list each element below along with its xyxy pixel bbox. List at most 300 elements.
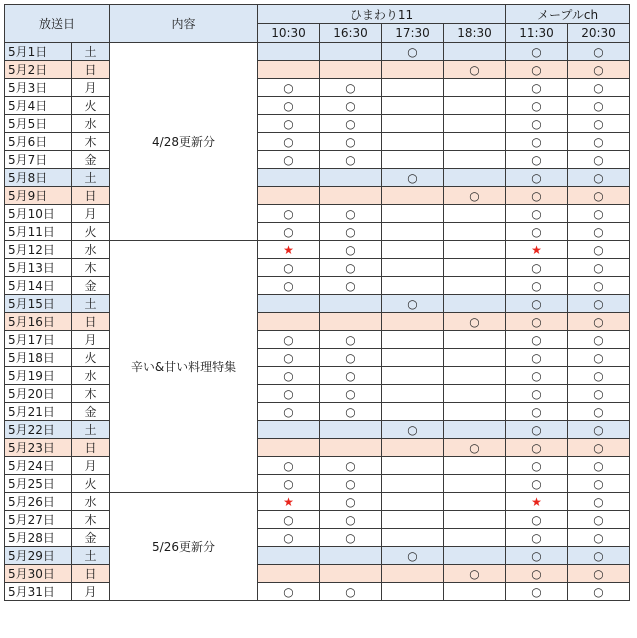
schedule-row (5, 421, 630, 439)
day-of-week-cell: 土 (72, 547, 110, 565)
broadcast-date-cell: 5月13日 (5, 259, 72, 277)
schedule-row (5, 169, 630, 187)
circle-icon: ○ (345, 332, 356, 347)
content-block-cell: 辛い&甘い料理特集 (110, 241, 258, 493)
slot-cell (320, 475, 382, 493)
slot-cell (568, 151, 630, 169)
slot-cell (320, 133, 382, 151)
slot-cell (258, 169, 320, 187)
slot-cell (506, 151, 568, 169)
content-block-cell: 4/28更新分 (110, 43, 258, 241)
broadcast-date-cell: 5月17日 (5, 331, 72, 349)
circle-icon: ○ (531, 404, 542, 419)
circle-icon: ○ (531, 512, 542, 527)
circle-icon: ○ (531, 80, 542, 95)
slot-cell (444, 529, 506, 547)
schedule-row (5, 151, 630, 169)
schedule-row (5, 97, 630, 115)
circle-icon: ○ (531, 98, 542, 113)
circle-icon: ○ (593, 134, 604, 149)
broadcast-date-cell: 5月31日 (5, 583, 72, 601)
slot-cell (258, 313, 320, 331)
schedule-row (5, 205, 630, 223)
day-of-week-cell: 火 (72, 475, 110, 493)
slot-cell (506, 115, 568, 133)
slot-cell (506, 223, 568, 241)
circle-icon: ○ (531, 530, 542, 545)
circle-icon: ○ (593, 404, 604, 419)
circle-icon: ○ (345, 584, 356, 599)
slot-cell (382, 403, 444, 421)
day-of-week-cell: 木 (72, 133, 110, 151)
circle-icon: ○ (469, 566, 480, 581)
slot-cell (320, 583, 382, 601)
slot-cell (568, 313, 630, 331)
circle-icon: ○ (531, 440, 542, 455)
circle-icon: ○ (283, 80, 294, 95)
circle-icon: ○ (345, 404, 356, 419)
broadcast-date-cell: 5月14日 (5, 277, 72, 295)
slot-cell (320, 223, 382, 241)
circle-icon: ○ (283, 476, 294, 491)
slot-cell (506, 331, 568, 349)
slot-cell (320, 43, 382, 61)
day-of-week-cell: 火 (72, 223, 110, 241)
circle-icon: ○ (469, 62, 480, 77)
day-of-week-cell: 日 (72, 565, 110, 583)
circle-icon: ○ (531, 332, 542, 347)
slot-cell (320, 97, 382, 115)
circle-icon: ○ (283, 458, 294, 473)
slot-cell (506, 511, 568, 529)
star-icon: ★ (283, 242, 294, 257)
schedule-row (5, 367, 630, 385)
circle-icon: ○ (345, 386, 356, 401)
circle-icon: ○ (531, 548, 542, 563)
slot-cell (568, 169, 630, 187)
day-of-week-cell: 水 (72, 241, 110, 259)
broadcast-date-cell: 5月24日 (5, 457, 72, 475)
slot-cell (568, 115, 630, 133)
slot-cell (320, 277, 382, 295)
day-of-week-cell: 土 (72, 295, 110, 313)
circle-icon: ○ (593, 332, 604, 347)
circle-icon: ○ (593, 80, 604, 95)
day-of-week-cell: 火 (72, 97, 110, 115)
slot-cell (444, 565, 506, 583)
circle-icon: ○ (283, 368, 294, 383)
slot-cell (258, 547, 320, 565)
slot-cell (258, 61, 320, 79)
slot-cell (444, 313, 506, 331)
circle-icon: ○ (593, 440, 604, 455)
schedule-row (5, 241, 630, 259)
circle-icon: ○ (593, 458, 604, 473)
header-broadcast-date: 放送日 (5, 5, 110, 43)
circle-icon: ○ (283, 584, 294, 599)
slot-cell (444, 43, 506, 61)
slot-cell (320, 421, 382, 439)
slot-cell (506, 529, 568, 547)
day-of-week-cell: 木 (72, 511, 110, 529)
schedule-row (5, 133, 630, 151)
circle-icon: ○ (593, 116, 604, 131)
slot-cell (382, 493, 444, 511)
circle-icon: ○ (283, 404, 294, 419)
circle-icon: ○ (593, 188, 604, 203)
slot-cell (568, 367, 630, 385)
slot-cell (506, 295, 568, 313)
circle-icon: ○ (283, 152, 294, 167)
broadcast-date-cell: 5月11日 (5, 223, 72, 241)
circle-icon: ○ (593, 476, 604, 491)
day-of-week-cell: 月 (72, 331, 110, 349)
circle-icon: ○ (531, 224, 542, 239)
slot-cell (568, 79, 630, 97)
broadcast-date-cell: 5月26日 (5, 493, 72, 511)
slot-cell (320, 169, 382, 187)
slot-cell (320, 565, 382, 583)
slot-cell (444, 475, 506, 493)
slot-cell (382, 331, 444, 349)
slot-cell (506, 583, 568, 601)
circle-icon: ○ (283, 98, 294, 113)
slot-cell (444, 511, 506, 529)
header-time: 10:30 (258, 24, 320, 43)
circle-icon: ○ (345, 530, 356, 545)
slot-cell (444, 295, 506, 313)
slot-cell (506, 169, 568, 187)
circle-icon: ○ (345, 206, 356, 221)
slot-cell (568, 277, 630, 295)
slot-cell (506, 385, 568, 403)
broadcast-date-cell: 5月5日 (5, 115, 72, 133)
slot-cell (568, 205, 630, 223)
slot-cell (258, 277, 320, 295)
slot-cell (382, 223, 444, 241)
day-of-week-cell: 金 (72, 529, 110, 547)
slot-cell (382, 241, 444, 259)
broadcast-date-cell: 5月10日 (5, 205, 72, 223)
slot-cell (444, 151, 506, 169)
slot-cell (258, 187, 320, 205)
circle-icon: ○ (283, 260, 294, 275)
slot-cell (506, 349, 568, 367)
slot-cell (382, 529, 444, 547)
slot-cell (568, 97, 630, 115)
circle-icon: ○ (345, 278, 356, 293)
circle-icon: ○ (531, 368, 542, 383)
circle-icon: ○ (593, 260, 604, 275)
broadcast-date-cell: 5月20日 (5, 385, 72, 403)
broadcast-schedule-table (4, 4, 630, 601)
schedule-row (5, 295, 630, 313)
slot-cell (444, 241, 506, 259)
circle-icon: ○ (531, 476, 542, 491)
schedule-table-wrapper (4, 4, 630, 601)
circle-icon: ○ (531, 134, 542, 149)
slot-cell (382, 169, 444, 187)
day-of-week-cell: 日 (72, 187, 110, 205)
slot-cell (258, 223, 320, 241)
circle-icon: ○ (593, 566, 604, 581)
slot-cell (320, 385, 382, 403)
slot-cell (382, 97, 444, 115)
slot-cell (444, 331, 506, 349)
slot-cell (506, 367, 568, 385)
slot-cell (444, 223, 506, 241)
broadcast-date-cell: 5月22日 (5, 421, 72, 439)
circle-icon: ○ (531, 566, 542, 581)
broadcast-date-cell: 5月9日 (5, 187, 72, 205)
slot-cell (320, 331, 382, 349)
slot-cell (444, 403, 506, 421)
header-time: 18:30 (444, 24, 506, 43)
slot-cell (568, 223, 630, 241)
header-row-groups (5, 5, 630, 24)
slot-cell (568, 331, 630, 349)
schedule-row (5, 439, 630, 457)
slot-cell (506, 79, 568, 97)
day-of-week-cell: 月 (72, 583, 110, 601)
day-of-week-cell: 金 (72, 277, 110, 295)
slot-cell (320, 205, 382, 223)
circle-icon: ○ (531, 62, 542, 77)
circle-icon: ○ (345, 242, 356, 257)
circle-icon: ○ (345, 476, 356, 491)
circle-icon: ○ (531, 422, 542, 437)
circle-icon: ○ (593, 422, 604, 437)
slot-cell (568, 241, 630, 259)
slot-cell (258, 385, 320, 403)
broadcast-date-cell: 5月29日 (5, 547, 72, 565)
slot-cell (444, 187, 506, 205)
slot-cell (258, 259, 320, 277)
slot-cell (320, 493, 382, 511)
slot-cell (258, 475, 320, 493)
slot-cell (382, 313, 444, 331)
slot-cell (444, 421, 506, 439)
slot-cell (506, 313, 568, 331)
slot-cell (320, 295, 382, 313)
circle-icon: ○ (593, 314, 604, 329)
circle-icon: ○ (531, 350, 542, 365)
slot-cell (568, 403, 630, 421)
slot-cell (258, 97, 320, 115)
schedule-row (5, 457, 630, 475)
day-of-week-cell: 土 (72, 169, 110, 187)
circle-icon: ○ (531, 314, 542, 329)
circle-icon: ○ (407, 422, 418, 437)
slot-cell (258, 367, 320, 385)
slot-cell (506, 259, 568, 277)
circle-icon: ○ (531, 152, 542, 167)
circle-icon: ○ (593, 44, 604, 59)
circle-icon: ○ (469, 440, 480, 455)
star-icon: ★ (531, 494, 542, 509)
circle-icon: ○ (593, 386, 604, 401)
broadcast-date-cell: 5月19日 (5, 367, 72, 385)
header-time: 17:30 (382, 24, 444, 43)
circle-icon: ○ (283, 386, 294, 401)
slot-cell (382, 79, 444, 97)
circle-icon: ○ (345, 512, 356, 527)
slot-cell (258, 403, 320, 421)
slot-cell (382, 151, 444, 169)
day-of-week-cell: 木 (72, 259, 110, 277)
schedule-row (5, 43, 630, 61)
slot-cell (258, 511, 320, 529)
slot-cell (382, 583, 444, 601)
schedule-row (5, 475, 630, 493)
slot-cell (506, 61, 568, 79)
day-of-week-cell: 水 (72, 367, 110, 385)
slot-cell (444, 277, 506, 295)
circle-icon: ○ (283, 350, 294, 365)
circle-icon: ○ (531, 116, 542, 131)
circle-icon: ○ (345, 368, 356, 383)
slot-cell (444, 385, 506, 403)
slot-cell (320, 115, 382, 133)
slot-cell (382, 457, 444, 475)
slot-cell (506, 277, 568, 295)
circle-icon: ○ (531, 44, 542, 59)
circle-icon: ○ (531, 260, 542, 275)
day-of-week-cell: 月 (72, 79, 110, 97)
slot-cell (382, 295, 444, 313)
slot-cell (444, 259, 506, 277)
circle-icon: ○ (593, 350, 604, 365)
broadcast-date-cell: 5月28日 (5, 529, 72, 547)
slot-cell (258, 493, 320, 511)
slot-cell (320, 403, 382, 421)
slot-cell (506, 43, 568, 61)
circle-icon: ○ (593, 548, 604, 563)
broadcast-date-cell: 5月18日 (5, 349, 72, 367)
circle-icon: ○ (283, 134, 294, 149)
day-of-week-cell: 月 (72, 205, 110, 223)
slot-cell (382, 565, 444, 583)
slot-cell (382, 115, 444, 133)
slot-cell (382, 349, 444, 367)
slot-cell (320, 439, 382, 457)
star-icon: ★ (283, 494, 294, 509)
slot-cell (568, 511, 630, 529)
slot-cell (382, 43, 444, 61)
slot-cell (568, 565, 630, 583)
slot-cell (506, 421, 568, 439)
slot-cell (568, 583, 630, 601)
slot-cell (444, 349, 506, 367)
slot-cell (568, 439, 630, 457)
broadcast-date-cell: 5月3日 (5, 79, 72, 97)
slot-cell (444, 547, 506, 565)
broadcast-date-cell: 5月15日 (5, 295, 72, 313)
day-of-week-cell: 日 (72, 313, 110, 331)
broadcast-date-cell: 5月2日 (5, 61, 72, 79)
broadcast-date-cell: 5月25日 (5, 475, 72, 493)
day-of-week-cell: 土 (72, 421, 110, 439)
circle-icon: ○ (283, 224, 294, 239)
circle-icon: ○ (593, 530, 604, 545)
circle-icon: ○ (345, 224, 356, 239)
slot-cell (320, 61, 382, 79)
slot-cell (258, 565, 320, 583)
circle-icon: ○ (593, 494, 604, 509)
star-icon: ★ (531, 242, 542, 257)
circle-icon: ○ (531, 458, 542, 473)
circle-icon: ○ (345, 134, 356, 149)
schedule-body (5, 43, 630, 601)
schedule-row (5, 331, 630, 349)
slot-cell (506, 565, 568, 583)
slot-cell (568, 385, 630, 403)
circle-icon: ○ (345, 116, 356, 131)
slot-cell (506, 403, 568, 421)
circle-icon: ○ (531, 296, 542, 311)
circle-icon: ○ (283, 512, 294, 527)
slot-cell (506, 133, 568, 151)
broadcast-date-cell: 5月12日 (5, 241, 72, 259)
circle-icon: ○ (593, 368, 604, 383)
broadcast-date-cell: 5月27日 (5, 511, 72, 529)
circle-icon: ○ (345, 98, 356, 113)
broadcast-date-cell: 5月30日 (5, 565, 72, 583)
slot-cell (258, 457, 320, 475)
circle-icon: ○ (345, 458, 356, 473)
schedule-row (5, 403, 630, 421)
content-block-cell: 5/26更新分 (110, 493, 258, 601)
slot-cell (382, 421, 444, 439)
circle-icon: ○ (593, 242, 604, 257)
slot-cell (506, 97, 568, 115)
slot-cell (382, 61, 444, 79)
circle-icon: ○ (593, 224, 604, 239)
circle-icon: ○ (593, 512, 604, 527)
circle-icon: ○ (283, 116, 294, 131)
day-of-week-cell: 木 (72, 385, 110, 403)
slot-cell (444, 583, 506, 601)
circle-icon: ○ (531, 584, 542, 599)
slot-cell (444, 169, 506, 187)
slot-cell (568, 547, 630, 565)
slot-cell (320, 367, 382, 385)
schedule-row (5, 583, 630, 601)
slot-cell (258, 331, 320, 349)
slot-cell (258, 43, 320, 61)
schedule-row (5, 187, 630, 205)
schedule-row (5, 511, 630, 529)
day-of-week-cell: 金 (72, 151, 110, 169)
circle-icon: ○ (531, 206, 542, 221)
slot-cell (258, 241, 320, 259)
slot-cell (568, 259, 630, 277)
slot-cell (382, 367, 444, 385)
header-channel-maple: メープルch (506, 5, 630, 24)
slot-cell (568, 493, 630, 511)
day-of-week-cell: 金 (72, 403, 110, 421)
circle-icon: ○ (469, 314, 480, 329)
slot-cell (506, 187, 568, 205)
slot-cell (258, 79, 320, 97)
circle-icon: ○ (407, 170, 418, 185)
slot-cell (444, 457, 506, 475)
slot-cell (382, 133, 444, 151)
slot-cell (568, 457, 630, 475)
slot-cell (506, 457, 568, 475)
slot-cell (568, 529, 630, 547)
circle-icon: ○ (593, 170, 604, 185)
